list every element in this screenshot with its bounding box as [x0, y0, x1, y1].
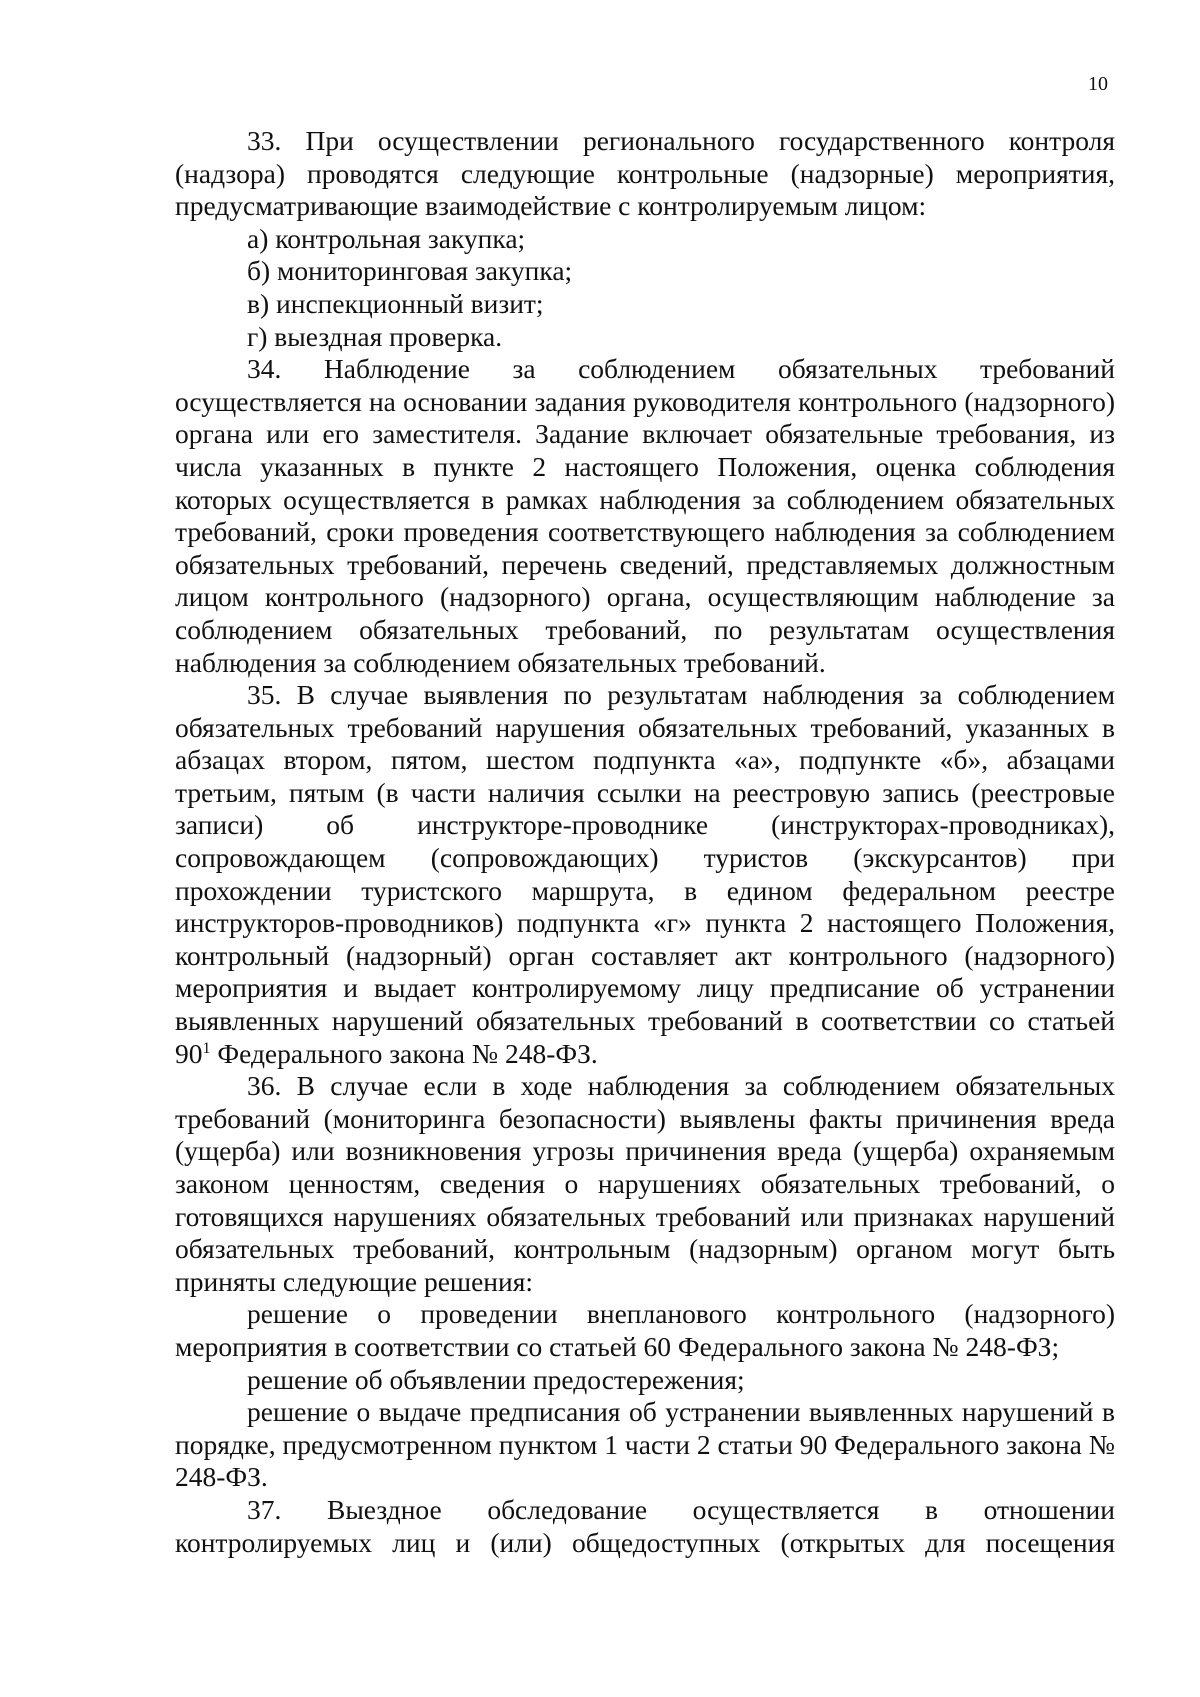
- list-item-a: а) контрольная закупка;: [247, 222, 526, 254]
- decision-warning: решение об объявлении предостережения;: [247, 1363, 745, 1395]
- paragraph-37: 37. Выездное обследование осуществляется в отношении контролируемых лиц и (или) общедоступных (открытых для посещения: [175, 1493, 1115, 1558]
- paragraph-33: 33. При осуществлении регионального государственного контроля (надзора) проводятся следующие контрольные (надзорные) мероприятия, предусматривающие взаимодействие с контролируемым лицом:: [175, 125, 1115, 222]
- list-item-b: б) мониторинговая закупка;: [247, 255, 573, 287]
- paragraph-35: [175, 679, 1115, 1070]
- paragraph-35-text: 35. В случае выявления по результатам наблюдения за соблюдением обязательных требований нарушения обязательных требований, указанных в абзацах втором, пятом, шестом подпункта «а», подпункте «б», абзацами третьим, пятым (в части наличия ссылки на реестровую запись (реестровые записи) об инструкторе-проводнике (инструкторах-проводниках), сопровождающем (сопровождающих) туристов (экскурсантов) при прохождении туристского маршрута, в едином федеральном реестре инструкторов-проводников) подпункта «г» пункта 2 настоящего Положения, контрольный (надзорный) орган составляет акт контрольного (надзорного) мероприятия и выдает контролируемому лицу предписание об устранении выявленных нарушений обязательных требований в соответствии со статьей 90: [175, 679, 1115, 1069]
- list-item-v: в) инспекционный визит;: [247, 287, 544, 319]
- paragraph-35-tail: Федерального закона № 248-ФЗ.: [210, 1037, 598, 1069]
- page-number: 10: [1088, 73, 1108, 95]
- decision-unscheduled-inspection: решение о проведении внепланового контрольного (надзорного) мероприятия в соответствии со статьей 60 Федерального закона № 248-ФЗ;: [175, 1298, 1115, 1362]
- superscript-article-number: 1: [202, 1039, 211, 1057]
- decision-prescription: решение о выдаче предписания об устранении выявленных нарушений в порядке, предусмотренном пунктом 1 части 2 статьи 90 Федерального закона № 248-ФЗ.: [175, 1396, 1115, 1493]
- paragraph-36: 36. В случае если в ходе наблюдения за соблюдением обязательных требований (мониторинга безопасности) выявлены факты причинения вреда (ущерба) или возникновения угрозы причинения вреда (ущерба) охраняемым законом ценностям, сведения о нарушениях обязательных требований, о готовящихся нарушениях обязательных требований или признаках нарушений обязательных требований, контрольным (надзорным) органом могут быть приняты следующие решения:: [175, 1070, 1115, 1297]
- list-item-g: г) выездная проверка.: [247, 320, 503, 352]
- paragraph-34: 34. Наблюдение за соблюдением обязательных требований осуществляется на основании задания руководителя контрольного (надзорного) органа или его заместителя. Задание включает обязательные требования, из числа указанных в пункте 2 настоящего Положения, оценка соблюдения которых осуществляется в рамках наблюдения за соблюдением обязательных требований, сроки проведения соответствующего наблюдения за соблюдением обязательных требований, перечень сведений, представляемых должностным лицом контрольного (надзорного) органа, осуществляющим наблюдение за соблюдением обязательных требований, по результатам осуществления наблюдения за соблюдением обязательных требований.: [175, 353, 1115, 678]
- document-body: [175, 125, 1115, 1559]
